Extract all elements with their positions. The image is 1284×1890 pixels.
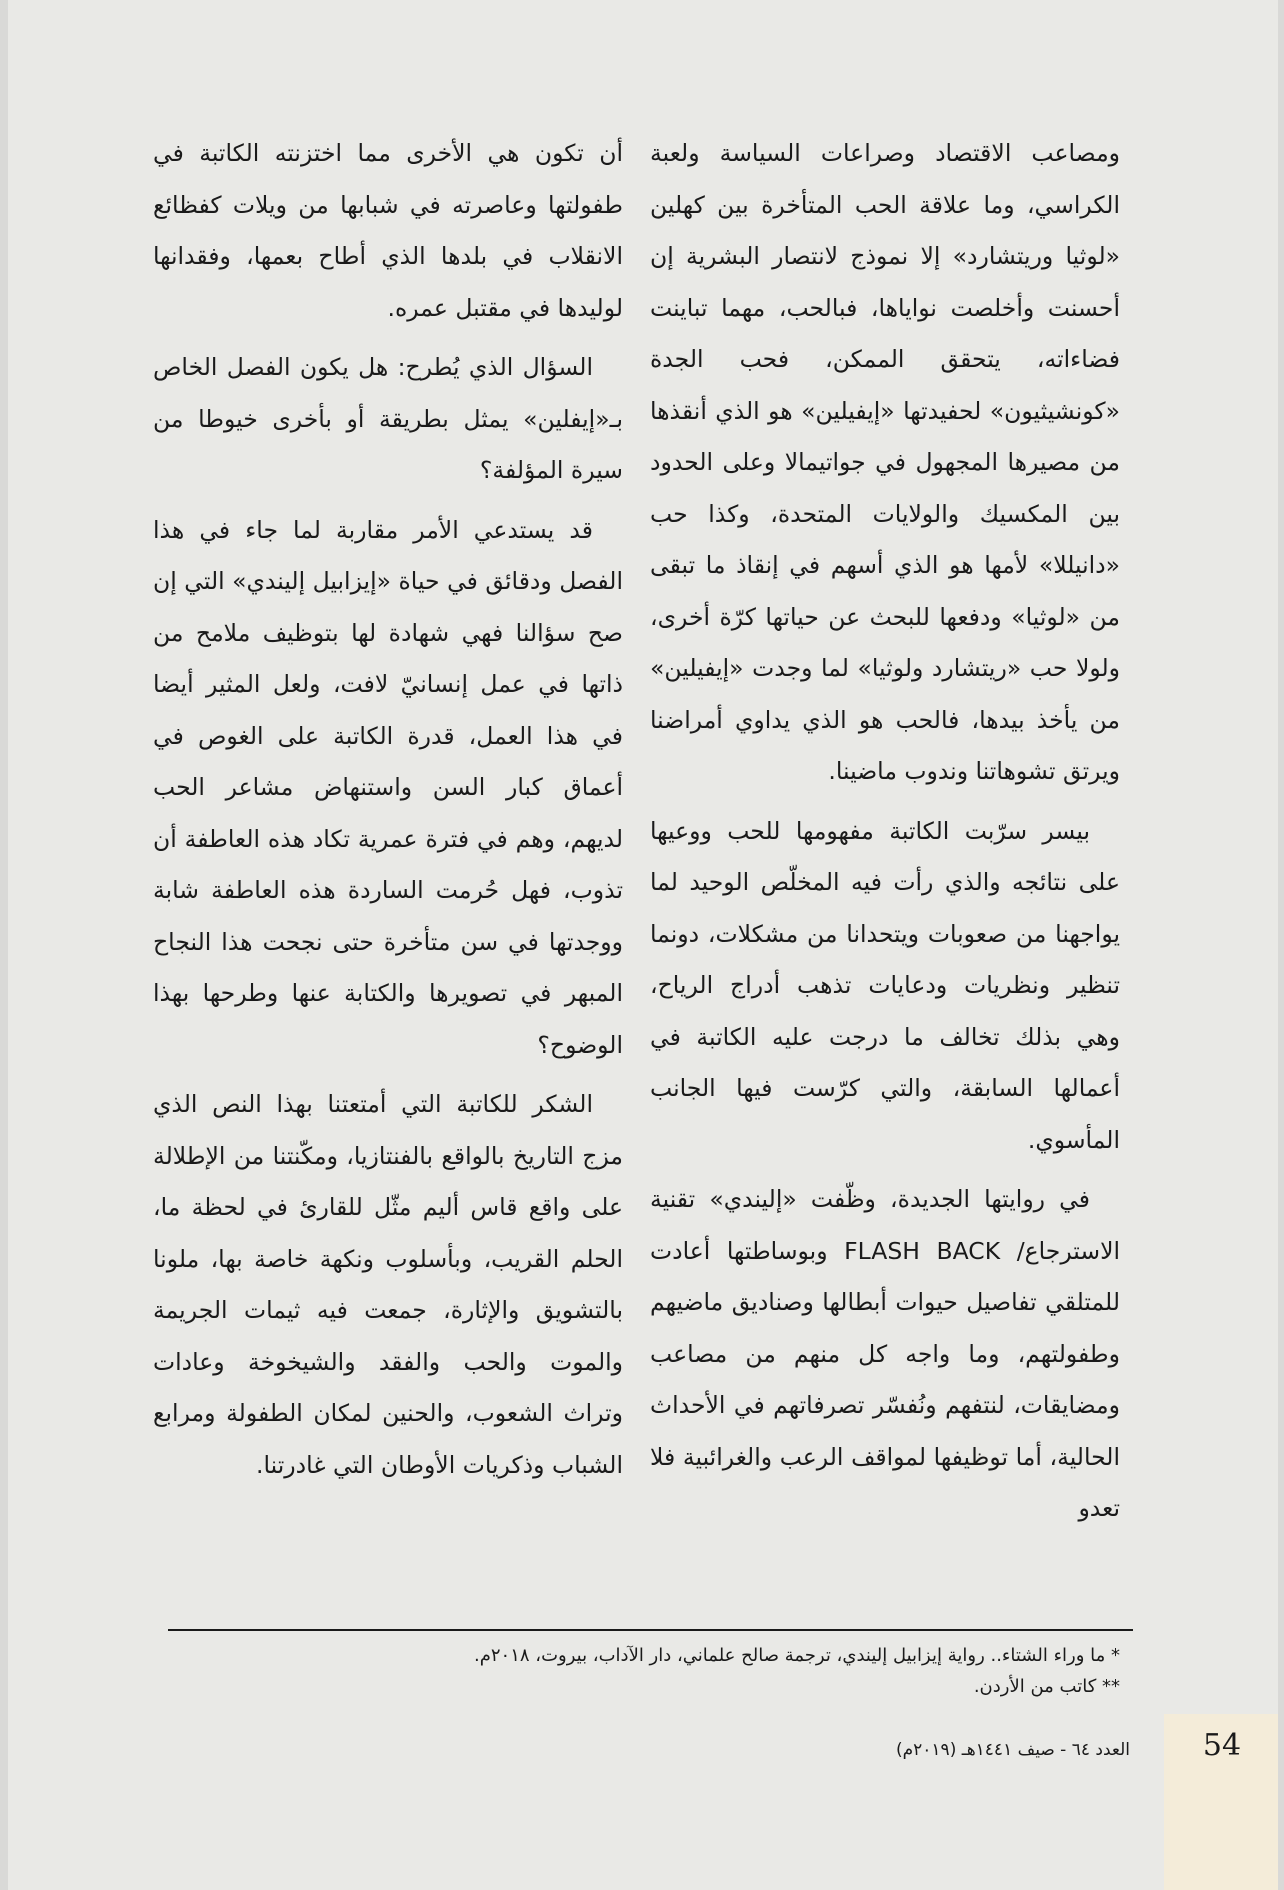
paragraph: في روايتها الجديدة، وظّفت «إليندي» تقنية الاسترجاع/ FLASH BACK وبوساطتها أعادت للمتلقي تفاصيل حيوات أبطالها وصناديق ماضيهم وطفولتهم، وما واجه كل منهم من مصاعب ومضايقات، لنتفهم ونُفسّر تصرفاتهم في الأحداث الحالية، أما توظيفها لمواقف الرعب والغرائبية فلا تعدو [650, 1185, 1121, 1522]
paragraph: السؤال الذي يُطرح: هل يكون الفصل الخاص بـ«إيفلين» يمثل بطريقة أو بأخرى خيوطا من سيرة المؤلفة؟ [153, 353, 623, 484]
footnote-divider [168, 1629, 1133, 1631]
article-column-right [650, 128, 1120, 1543]
page-number: 54 [1202, 1728, 1242, 1763]
issue-info: العدد ٦٤ - صيف ١٤٤١هـ (٢٠١٩م) [895, 1740, 1130, 1760]
magazine-page [8, 0, 1278, 1890]
paragraph: ومصاعب الاقتصاد وصراعات السياسة ولعبة الكراسي، وما علاقة الحب المتأخرة بين كهلين «لوثيا وريتشارد» إلا نموذج لانتصار البشرية إن أحسنت وأخلصت نواياها، فبالحب، مهما تباينت فضاءاته، يتحقق الممكن، فحب الجدة «كونشيثيون» لحفيدتها «إيفيلين» هو الذي أنقذها من مصيرها المجهول في جواتيمالا وعلى الحدود بين المكسيك والولايات المتحدة، وكذا حب «دانيللا» لأمها هو الذي أسهم في إنقاذ ما تبقى من «لوثيا» ودفعها للبحث عن حياتها كرّة أخرى، ولولا حب «ريتشارد ولوثيا» لما وجدت «إيفيلين» من يأخذ بيدها، فالحب هو الذي يداوي أمراضنا ويرتق تشوهاتنا وندوب ماضينا. [650, 139, 1120, 785]
paragraph: قد يستدعي الأمر مقاربة لما جاء في هذا الفصل ودقائق في حياة «إيزابيل إليندي» التي إن صح سؤالنا فهي شهادة لها بتوظيف ملامح من ذاتها في عمل إنسانيّ لافت، ولعل المثير أيضا في هذا العمل، قدرة الكاتبة على الغوص في أعماق كبار السن واستنهاض مشاعر الحب لديهم، وهم في فترة عمرية تكاد هذه العاطفة أن تذوب، فهل حُرمت الساردة هذه العاطفة شابة ووجدتها في سن متأخرة حتى نجحت هذا النجاح المبهر في تصويرها والكتابة عنها وطرحها بهذا الوضوح؟ [153, 515, 623, 1059]
article-column-left [153, 128, 623, 1499]
footnotes [155, 1640, 1120, 1702]
paragraph: الشكر للكاتبة التي أمتعتنا بهذا النص الذي مزج التاريخ بالواقع بالفنتازيا، ومكّنتنا من الإطلالة على واقع قاس أليم مثّل للقارئ في لحظة ما، الحلم القريب، وبأسلوب ونكهة خاصة بها، ملونا بالتشويق والإثارة، جمعت فيه ثيمات الجريمة والموت والحب والفقد والشيخوخة وعادات وتراث الشعوب، والحنين لمكان الطفولة ومرابع الشباب وذكريات الأوطان التي غادرتنا. [153, 1090, 623, 1479]
paragraph: أن تكون هي الأخرى مما اختزنته الكاتبة في طفولتها وعاصرته في شبابها من ويلات كفظائع الانقلاب في بلدها الذي أطاح بعمها، وفقدانها لوليدها في مقتبل عمره. [153, 139, 623, 322]
footnote-source: * ما وراء الشتاء.. رواية إيزابيل إليندي، ترجمة صالح علماني، دار الآداب، بيروت، ٢٠١٨م. [473, 1645, 1120, 1666]
footnote-author: ** كاتب من الأردن. [973, 1676, 1120, 1697]
paragraph: بيسر سرّبت الكاتبة مفهومها للحب ووعيها على نتائجه والذي رأت فيه المخلّص الوحيد لما يواجهنا من صعوبات ويتحدانا من مشكلات، دونما تنظير ونظريات ودعايات تذهب أدراج الرياح، وهي بذلك تخالف ما درجت عليه الكاتبة في أعمالها السابقة، والتي كرّست فيها الجانب المأسوي. [650, 816, 1120, 1154]
